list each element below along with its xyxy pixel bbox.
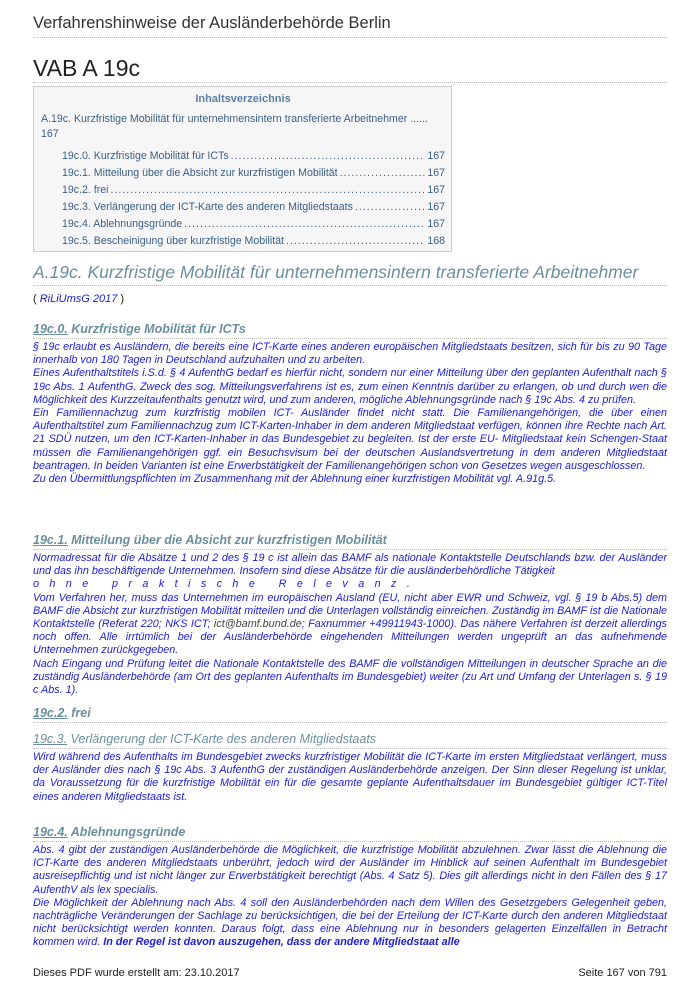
paragraph-spaced: ohne praktische Relevanz. (33, 578, 421, 591)
email-link[interactable]: ict@bamf.bund.de (213, 618, 302, 631)
paragraph: Abs. 4 gibt der zuständigen Ausländerbehörde die Möglichkeit, die kurzfristige Mobilität abzulehnen. Zwar lässt die Ablehnung die ICT-Karte des anderen Mitgliedstaats unberührt, jedoch wird der Ausländer im Hinblick auf seinen Aufenthalt im Bundesgebiet ausreisepflichtig und ist nicht länger zur Erwerbstätigkeit berechtigt (Abs. 4 Satz 5). Dies gilt allerdings nicht in den Fällen des § 17 AufenthV als lex specialis. (33, 844, 667, 896)
toc-entry[interactable] (41, 199, 445, 216)
text: Die Möglichkeit der Ablehnung nach Abs. 4 soll den Ausländerbehörden nach dem Willen des Gesetzgebers Gelegenheit geben, nachträgliche Veränderungen der Sachlage zu berücksichtigen, die bei der Erteilung der ICT-Karte durch den anderen Mitgliedstaat nicht berücksichtigt werden konnten. Daraus folgt, dass eine Ablehnung nur in besonders gelagerten Einzelfällen in Betracht kommen wird. (33, 896, 667, 949)
source-close: ) (117, 293, 125, 305)
toc-entry-label: 19c.3. Verlängerung der ICT-Karte des anderen Mitgliedstaats (62, 201, 353, 213)
toc-leader (286, 233, 425, 250)
toc-entry-label: 19c.1. Mitteilung über die Absicht zur kurzfristigen Mobilität (62, 167, 338, 179)
header-divider (33, 37, 667, 38)
paragraph: Ein Familiennachzug zum kurzfristig mobilen ICT- Ausländer findet nicht statt. Die Familienangehörigen, die über einen Aufenthaltstitel zum Familiennachzug zum ICT-Karten-Inhaber in dem anderen Mitgliedstaat verfügen, können ihre Rechte nach Art. 21 SDÜ nutzen, um den ICT-Karten-Inhaber in das Bundesgebiet zu begleiten. Ist der erste EU- Mitgliedstaat kein Schengen-Staat müssen die Familienangehörigen ggf. ein Besuchsvisum bei der deutschen Auslandsvertretung in dem anderen Mitgliedstaat beantragen. In beiden Varianten ist eine Erwerbstätigkeit der Familienangehörigen schon von Gesetzes wegen ausgeschlossen. (33, 407, 667, 472)
paragraph: Zu den Übermittlungspflichten im Zusammenhang mit der Ablehnung einer kurzfristigen Mobilität vgl. A.91g.5. (33, 473, 557, 486)
toc-entry-label: 19c.2. frei (62, 184, 109, 196)
text: ; Faxnummer +49911943-1000). Das nähere Verfahren ist derzeit allerdings noch offen. Alle irrtümlich bei der Ausländerbehörde eingehenden Mitteilungen werden ungeprüft an das aufnehmende Unternehmen zurückgegeben. (33, 618, 667, 657)
source-open: ( (33, 293, 40, 305)
toc-entry-page: 168 (427, 235, 445, 247)
page-title: VAB A 19c (33, 55, 140, 81)
source-reference (33, 293, 124, 305)
section-divider (33, 748, 667, 749)
toc-entry-page: 167 (427, 167, 445, 179)
section-heading-19c0 (33, 322, 246, 336)
section-title: Verlängerung der ICT-Karte des anderen Mitgliedstaats (70, 732, 377, 746)
section-divider (33, 338, 667, 339)
toc-entry[interactable] (41, 216, 445, 233)
section-divider (33, 549, 667, 550)
toc-main-entry[interactable]: A.19c. Kurzfristige Mobilität für unternehmensintern transferierte Arbeitnehmer ...... 167 (41, 113, 428, 140)
toc-entry-page: 167 (427, 218, 445, 230)
footer-page-number: Seite 167 von 791 (578, 967, 667, 979)
paragraph: Normadressat für die Absätze 1 und 2 des § 19 c ist allein das BAMF als nationale Kontaktstelle Deutschlands bzw. der Ausländer und das ihn beschäftigende Unternehmen. Insofern sind diese Absätze für die ausländerbehördliche Tätigkeit (33, 552, 667, 578)
toc-entry[interactable] (41, 233, 445, 250)
paragraph: Eines Aufenthaltstitels i.S.d. § 4 AufenthG bedarf es hierfür nicht, sondern nur einer Mitteilung über den geplanten Aufenthalt nach § 19c Abs. 1 AufenthG. Zweck des sog. Mitteilungsverfahrens ist es, zum einen Kenntnis darüber zu erlangen, ob und durch wen die Möglichkeit des Kurzzeitaufenthalts genutzt wird, und zum anderen, mögliche Ablehnungsgründe nach § 19c Abs. 4 zu prüfen. (33, 367, 667, 406)
section-anchor[interactable]: 19c.2. (33, 706, 68, 720)
main-heading: A.19c. Kurzfristige Mobilität für unternehmensintern transferierte Arbeitnehmer (33, 262, 639, 282)
paragraph: Wird während des Aufenthalts im Bundesgebiet zwecks kurzfristiger Mobilität die ICT-Karte im ersten Mitgliedstaat verlängert, muss der Ausländer dies nach § 19c Abs. 3 AufenthG der zuständigen Ausländerbehörde anzeigen. Der Sinn dieser Regelung ist unklar, da Voraussetzung für die kurzfristige Mobilität ein für die gesamte geplante Aufenthaltsdauer im Bundesgebiet gültiger ICT-Titel eines anderen Mitgliedstaats ist. (33, 751, 667, 803)
section-heading-19c3 (33, 732, 376, 746)
source-link[interactable]: RiLiUmsG 2017 (39, 293, 118, 305)
section-heading-19c1 (33, 533, 387, 547)
toc-leader (184, 216, 425, 233)
section-anchor[interactable]: 19c.4. (33, 825, 68, 839)
toc-entry[interactable] (41, 165, 445, 182)
paragraph: § 19c erlaubt es Ausländern, die bereits eine ICT-Karte eines anderen europäischen Mitgliedstaats besitzen, sich für bis zu 90 Tage innerhalb von 180 Tagen in Deutschland aufzuhalten und zu arbeiten. (33, 341, 667, 367)
toc-entry-label: 19c.0. Kurzfristige Mobilität für ICTs (62, 150, 229, 162)
document-header: Verfahrenshinweise der Ausländerbehörde Berlin (33, 14, 391, 32)
text: Vom Verfahren her, muss das Unternehmen im europäischen Ausland (EU, nicht aber EWR und Schweiz, vgl. § 19 b Abs.5) dem BAMF die Absicht zur kurzfristigen Mobilität mitteilen und die Unterlagen vollständig einreichen. Zuständig im BAMF ist die Nationale Kontaktstelle (Referat 220; NKS ICT; (33, 591, 667, 631)
section-body-19c1 (33, 552, 667, 697)
toc-entry-page: 167 (427, 184, 445, 196)
toc-leader (231, 148, 426, 165)
toc-title: Inhaltsverzeichnis (195, 93, 291, 105)
paragraph: Nach Eingang und Prüfung leitet die Nationale Kontaktstelle des BAMF die vollständigen Mitteilungen in deutscher Sprache an die zuständig Ausländerbehörde (am Ort des geplanten Aufenthalts im Bundesgebiet) weiter (zu Art und Umfang der Unterlagen s. § 19 c Abs. 1). (33, 657, 667, 697)
title-divider (33, 82, 667, 83)
toc-leader (340, 165, 426, 182)
section-anchor[interactable]: 19c.1. (33, 533, 68, 547)
toc-entry-page: 167 (427, 150, 445, 162)
section-body-19c4 (33, 844, 667, 950)
footer-created-date: Dieses PDF wurde erstellt am: 23.10.2017 (33, 967, 240, 979)
section-body-19c0 (33, 341, 667, 486)
toc-entry[interactable] (41, 182, 445, 199)
toc-leader (355, 199, 425, 216)
table-of-contents (33, 86, 452, 252)
section-title: Mitteilung über die Absicht zur kurzfristigen Mobilität (71, 533, 387, 547)
toc-entry-label: 19c.5. Bescheinigung über kurzfristige Mobilität (62, 235, 284, 247)
toc-leader (111, 182, 426, 199)
paragraph (33, 592, 667, 658)
section-anchor[interactable]: 19c.3. (33, 732, 68, 746)
section-title: Ablehnungsgründe (70, 825, 186, 839)
section-title: Kurzfristige Mobilität für ICTs (71, 322, 246, 336)
toc-entry-page: 167 (427, 201, 445, 213)
main-heading-divider (33, 285, 667, 286)
section-heading-19c2 (33, 706, 91, 720)
section-body-19c3 (33, 751, 667, 804)
section-divider (33, 841, 667, 842)
section-title: frei (71, 706, 91, 720)
section-anchor[interactable]: 19c.0. (33, 322, 68, 336)
toc-entry-label: 19c.4. Ablehnungsgründe (62, 218, 183, 230)
section-divider (33, 722, 667, 723)
section-heading-19c4 (33, 825, 185, 839)
paragraph (33, 897, 667, 950)
toc-entry[interactable] (41, 148, 445, 165)
bold-text: In der Regel ist davon auszugehen, dass der andere Mitgliedstaat alle (100, 936, 460, 949)
